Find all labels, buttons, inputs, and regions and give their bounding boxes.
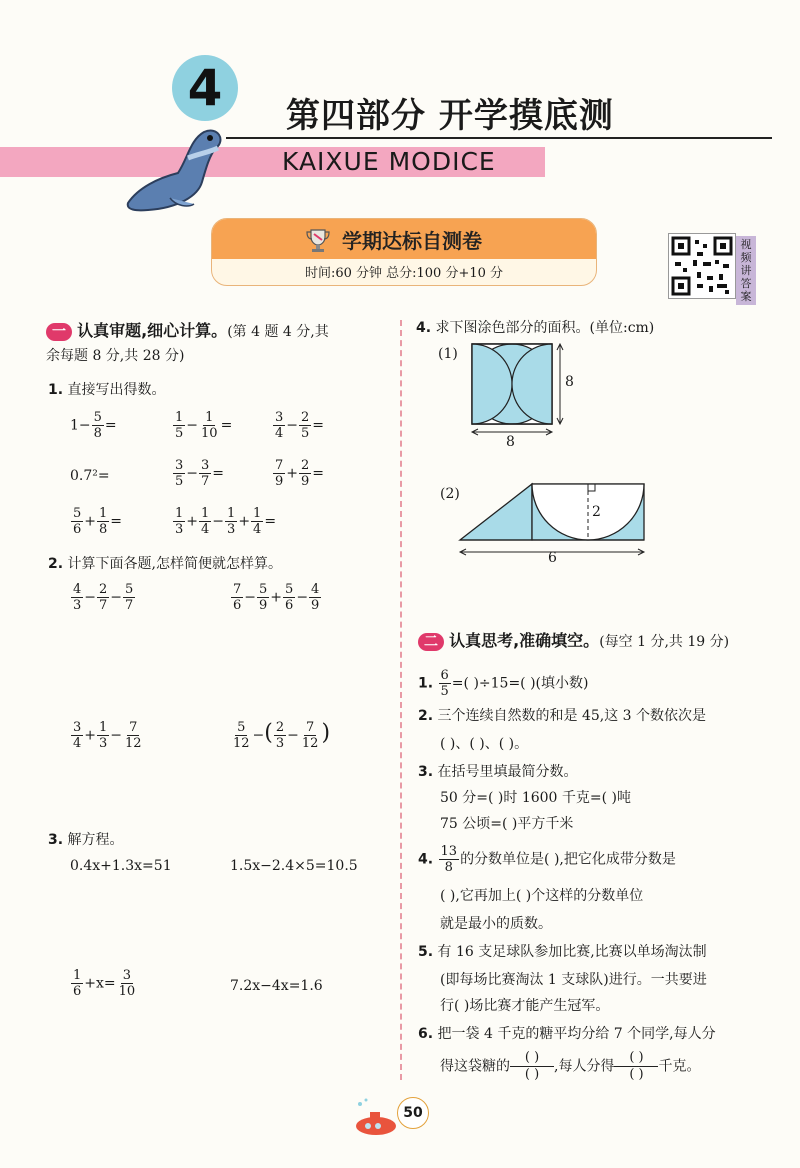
- denominator: 5: [175, 474, 184, 489]
- s2-q3-number: 3.: [418, 764, 434, 780]
- s2-q4-line1: 的分数单位是( ),把它化成带分数是: [460, 851, 676, 868]
- fraction: [97, 720, 109, 751]
- fraction: [257, 582, 269, 613]
- s2-q6-line1: 把一袋 4 千克的糖平均分给 7 个同学,每人分: [437, 1026, 716, 1042]
- s1-q1-item6: [272, 458, 324, 489]
- s1-q2-item-b: [230, 582, 322, 613]
- s2-q3-line1: 在括号里填最简分数。: [437, 764, 578, 780]
- numerator: 1: [175, 506, 184, 521]
- s2-q3: [418, 762, 578, 782]
- s1-q3-eq2: 1.5x−2.4×5=10.5: [230, 858, 358, 874]
- fraction: [71, 506, 83, 537]
- fraction: [199, 458, 211, 489]
- fraction: [299, 410, 311, 441]
- numerator: 5: [125, 582, 134, 597]
- s1-q3-text: 解方程。: [67, 832, 124, 848]
- term: =: [104, 417, 117, 434]
- test-banner: [211, 218, 597, 286]
- fraction: [300, 720, 321, 751]
- operator: −: [287, 727, 299, 744]
- fraction: [92, 410, 104, 441]
- s2-q2: [418, 706, 706, 726]
- section2-title: 认真思考,准确填空。: [449, 631, 600, 650]
- numerator: 5: [237, 720, 246, 735]
- fraction: [117, 968, 138, 999]
- qr-code-icon[interactable]: [668, 233, 736, 299]
- s1-q1-number: 1.: [48, 382, 64, 398]
- s2-q5-line2: (即每场比赛淘汰 1 支球队)进行。一共要进: [440, 972, 707, 988]
- denominator: 3: [175, 522, 184, 537]
- fraction: [283, 582, 295, 613]
- operator: +: [84, 513, 97, 530]
- numerator: 1: [99, 720, 108, 735]
- s1-q1-prompt: [48, 380, 166, 400]
- s1-q3-eq1: 0.4x+1.3x=51: [70, 858, 172, 874]
- fig2-label: (2): [440, 486, 460, 502]
- denominator: 12: [233, 736, 250, 751]
- fraction: [123, 582, 135, 613]
- denominator: 10: [201, 426, 218, 441]
- fraction: [439, 668, 451, 699]
- s2-q4-number: 4.: [418, 851, 434, 868]
- fraction: [71, 582, 83, 613]
- denominator: 3: [275, 736, 285, 751]
- denominator: 8: [93, 426, 102, 441]
- part-title: 第四部分 开学摸底测: [286, 96, 614, 136]
- s1-q1-text: 直接写出得数。: [67, 382, 166, 398]
- numerator: 1: [227, 506, 236, 521]
- numerator: 1: [201, 506, 210, 521]
- s1-q2-item-a: [70, 582, 136, 613]
- operator: +: [186, 513, 199, 530]
- numerator: 13: [440, 844, 458, 859]
- denominator: 5: [440, 684, 449, 699]
- term: =: [212, 465, 225, 482]
- s2-q1: [418, 668, 588, 699]
- pinyin-title: KAIXUE MODICE: [282, 147, 496, 176]
- s2-q5-number: 5.: [418, 944, 434, 960]
- fig2-bottom-label: 6: [548, 550, 557, 566]
- q4-number: 4.: [416, 320, 432, 336]
- s2-q6: [418, 1024, 716, 1044]
- text: 千克。: [658, 1058, 701, 1075]
- term: =: [312, 465, 325, 482]
- numerator: 3: [122, 968, 132, 983]
- s1-q2-number: 2.: [48, 556, 64, 572]
- section2-header: [418, 628, 788, 652]
- s2-q4: [418, 844, 676, 875]
- fraction: [71, 968, 83, 999]
- denominator: 9: [275, 474, 284, 489]
- column-divider: [400, 320, 402, 1080]
- denominator: 12: [301, 736, 319, 751]
- denominator: 3: [73, 598, 82, 613]
- operator: −: [212, 513, 225, 530]
- denominator: 5: [301, 426, 310, 441]
- fraction: [97, 582, 109, 613]
- term: =: [110, 513, 123, 530]
- s1-q1-item7: [70, 506, 122, 537]
- q4-prompt: [416, 318, 654, 338]
- s1-q1-item1: [70, 410, 117, 441]
- operator: −: [286, 417, 299, 434]
- denominator: ( ): [524, 1067, 540, 1082]
- operator: −: [110, 727, 123, 744]
- denominator: 6: [285, 598, 294, 613]
- seal-mascot-icon: [118, 118, 228, 218]
- operator: −: [244, 589, 257, 606]
- fraction: [199, 506, 211, 537]
- denominator: 12: [125, 736, 142, 751]
- blank-fraction[interactable]: [510, 1050, 554, 1083]
- fraction: [231, 720, 252, 751]
- fraction: [173, 458, 185, 489]
- denominator: 4: [201, 522, 210, 537]
- numerator: 5: [73, 506, 82, 521]
- s2-q5-line1: 有 16 支足球队参加比赛,比赛以单场淘汰制: [437, 944, 707, 960]
- denominator: 8: [99, 522, 108, 537]
- s1-q3-eq3: [70, 968, 138, 999]
- section2-badge: 二: [418, 633, 444, 651]
- text: 得这袋糖的: [440, 1058, 510, 1075]
- banner-title: 学期达标自测卷: [342, 229, 482, 253]
- denominator: 5: [175, 426, 184, 441]
- text: ,每人分得: [554, 1058, 615, 1075]
- numerator: 5: [285, 582, 294, 597]
- numerator: 6: [440, 668, 449, 683]
- fraction: [199, 410, 220, 441]
- qr-label: 视频讲答案: [736, 236, 756, 305]
- s1-q1-item8: [172, 506, 276, 537]
- numerator: 1: [205, 410, 214, 425]
- denominator: 9: [311, 598, 320, 613]
- part-number-badge: 4: [172, 55, 238, 121]
- numerator: 3: [73, 720, 82, 735]
- denominator: 3: [99, 736, 108, 751]
- s2-q5-line3: 行( )场比赛才能产生冠军。: [440, 998, 610, 1014]
- denominator: 6: [73, 522, 82, 537]
- numerator: 7: [306, 720, 315, 735]
- fraction: [299, 458, 311, 489]
- numerator: 2: [275, 720, 285, 735]
- operator: +: [238, 513, 251, 530]
- s1-q3-prompt: [48, 830, 124, 850]
- fig1-bottom-label: 8: [506, 434, 515, 450]
- fraction: [309, 582, 321, 613]
- denominator: 7: [201, 474, 210, 489]
- s1-q2-item-d: [230, 720, 330, 751]
- s1-q1-item5: [172, 458, 224, 489]
- fraction: [439, 844, 460, 875]
- denominator: 9: [301, 474, 310, 489]
- term: =: [220, 417, 233, 434]
- s2-q6-line2: [440, 1050, 700, 1083]
- fraction: [273, 458, 285, 489]
- fraction: [274, 720, 286, 751]
- s2-q1-number: 1.: [418, 675, 434, 692]
- denominator: 7: [125, 598, 134, 613]
- s2-q3-line2: 50 分=( )时 1600 千克=( )吨: [440, 790, 632, 806]
- section1-header: [46, 318, 396, 342]
- q4-text: 求下图涂色部分的面积。(单位:cm): [435, 320, 655, 336]
- blank-fraction[interactable]: [614, 1050, 658, 1083]
- numerator: 1: [175, 410, 184, 425]
- title-rule: [226, 137, 772, 139]
- s2-q2-number: 2.: [418, 708, 434, 724]
- s2-q5: [418, 942, 707, 962]
- numerator: 3: [175, 458, 184, 473]
- operator: −: [186, 417, 199, 434]
- s2-q4-line3: 就是最小的质数。: [440, 916, 552, 932]
- s2-q1-text: =( )÷15=( )(填小数): [451, 675, 589, 692]
- numerator: 3: [201, 458, 210, 473]
- s1-q1-item2: [172, 410, 232, 441]
- denominator: ( ): [629, 1067, 644, 1082]
- fraction: [123, 720, 144, 751]
- fraction: [251, 506, 263, 537]
- denominator: 6: [233, 598, 242, 613]
- fraction: [97, 506, 109, 537]
- page-number: 50: [397, 1097, 429, 1129]
- fraction: [71, 720, 83, 751]
- denominator: 4: [73, 736, 82, 751]
- section1-title: 认真审题,细心计算。: [77, 321, 228, 340]
- operator: −: [186, 465, 199, 482]
- operator: −: [296, 589, 309, 606]
- s2-q2-line1: 三个连续自然数的和是 45,这 3 个数依次是: [437, 708, 707, 724]
- numerator: 7: [275, 458, 284, 473]
- numerator: 7: [129, 720, 138, 735]
- numerator: 7: [233, 582, 242, 597]
- banner-info: 时间:60 分钟 总分:100 分+10 分: [304, 266, 504, 281]
- numerator: 3: [275, 410, 284, 425]
- denominator: 4: [253, 522, 262, 537]
- s1-q1-item3: [272, 410, 324, 441]
- s1-q2-item-c: [70, 720, 145, 751]
- fig1-label: (1): [438, 346, 458, 362]
- denominator: 7: [99, 598, 108, 613]
- submarine-icon: [352, 1098, 402, 1140]
- operator: −: [110, 589, 123, 606]
- denominator: 4: [275, 426, 284, 441]
- paren: ): [321, 720, 331, 746]
- numerator: 5: [93, 410, 102, 425]
- denominator: 9: [259, 598, 268, 613]
- operator: −: [252, 727, 265, 744]
- numerator: 1: [253, 506, 262, 521]
- s2-q6-number: 6.: [418, 1026, 434, 1042]
- numerator: 4: [311, 582, 320, 597]
- numerator: 2: [301, 410, 310, 425]
- fraction: [231, 582, 243, 613]
- fig2-height-label: 2: [592, 504, 601, 520]
- term: 1−: [70, 417, 91, 434]
- s1-q2-prompt: [48, 554, 282, 574]
- section1-badge: 一: [46, 323, 72, 341]
- operator: −: [84, 589, 97, 606]
- denominator: 6: [73, 984, 82, 999]
- s2-q2-line2: ( )、( )、( )。: [440, 736, 529, 752]
- figure-1: [460, 336, 580, 454]
- section1-note-1: (第 4 题 4 分,其: [227, 324, 329, 340]
- fraction: [225, 506, 237, 537]
- numerator: 5: [259, 582, 268, 597]
- numerator: 2: [301, 458, 310, 473]
- numerator: 1: [73, 968, 82, 983]
- fraction: [173, 506, 185, 537]
- denominator: 10: [118, 984, 136, 999]
- term: +x=: [84, 975, 116, 992]
- paren: (: [264, 720, 273, 746]
- fraction: [273, 410, 285, 441]
- operator: +: [286, 465, 299, 482]
- numerator: 2: [99, 582, 108, 597]
- qr-pattern: [669, 234, 735, 298]
- numerator: ( ): [614, 1050, 658, 1067]
- denominator: 8: [444, 860, 453, 875]
- numerator: ( ): [510, 1050, 554, 1067]
- term: =: [312, 417, 325, 434]
- operator: +: [84, 727, 97, 744]
- section1-note-2: 余每题 8 分,共 28 分): [46, 348, 185, 364]
- s2-q4-line2: ( ),它再加上( )个这样的分数单位: [440, 888, 644, 904]
- numerator: 4: [73, 582, 82, 597]
- operator: +: [270, 589, 283, 606]
- s1-q1-item4: 0.7²=: [70, 468, 110, 484]
- s1-q2-text: 计算下面各题,怎样简便就怎样算。: [67, 556, 282, 572]
- denominator: 3: [227, 522, 236, 537]
- fraction: [173, 410, 185, 441]
- trophy-icon: [304, 226, 332, 254]
- s2-q3-line3: 75 公顷=( )平方千米: [440, 816, 574, 832]
- fig1-side-label: 8: [565, 374, 574, 390]
- s1-q3-eq4: 7.2x−4x=1.6: [230, 978, 323, 994]
- numerator: 1: [99, 506, 108, 521]
- s1-q3-number: 3.: [48, 832, 64, 848]
- term: =: [264, 513, 277, 530]
- section2-note: (每空 1 分,共 19 分): [599, 634, 730, 650]
